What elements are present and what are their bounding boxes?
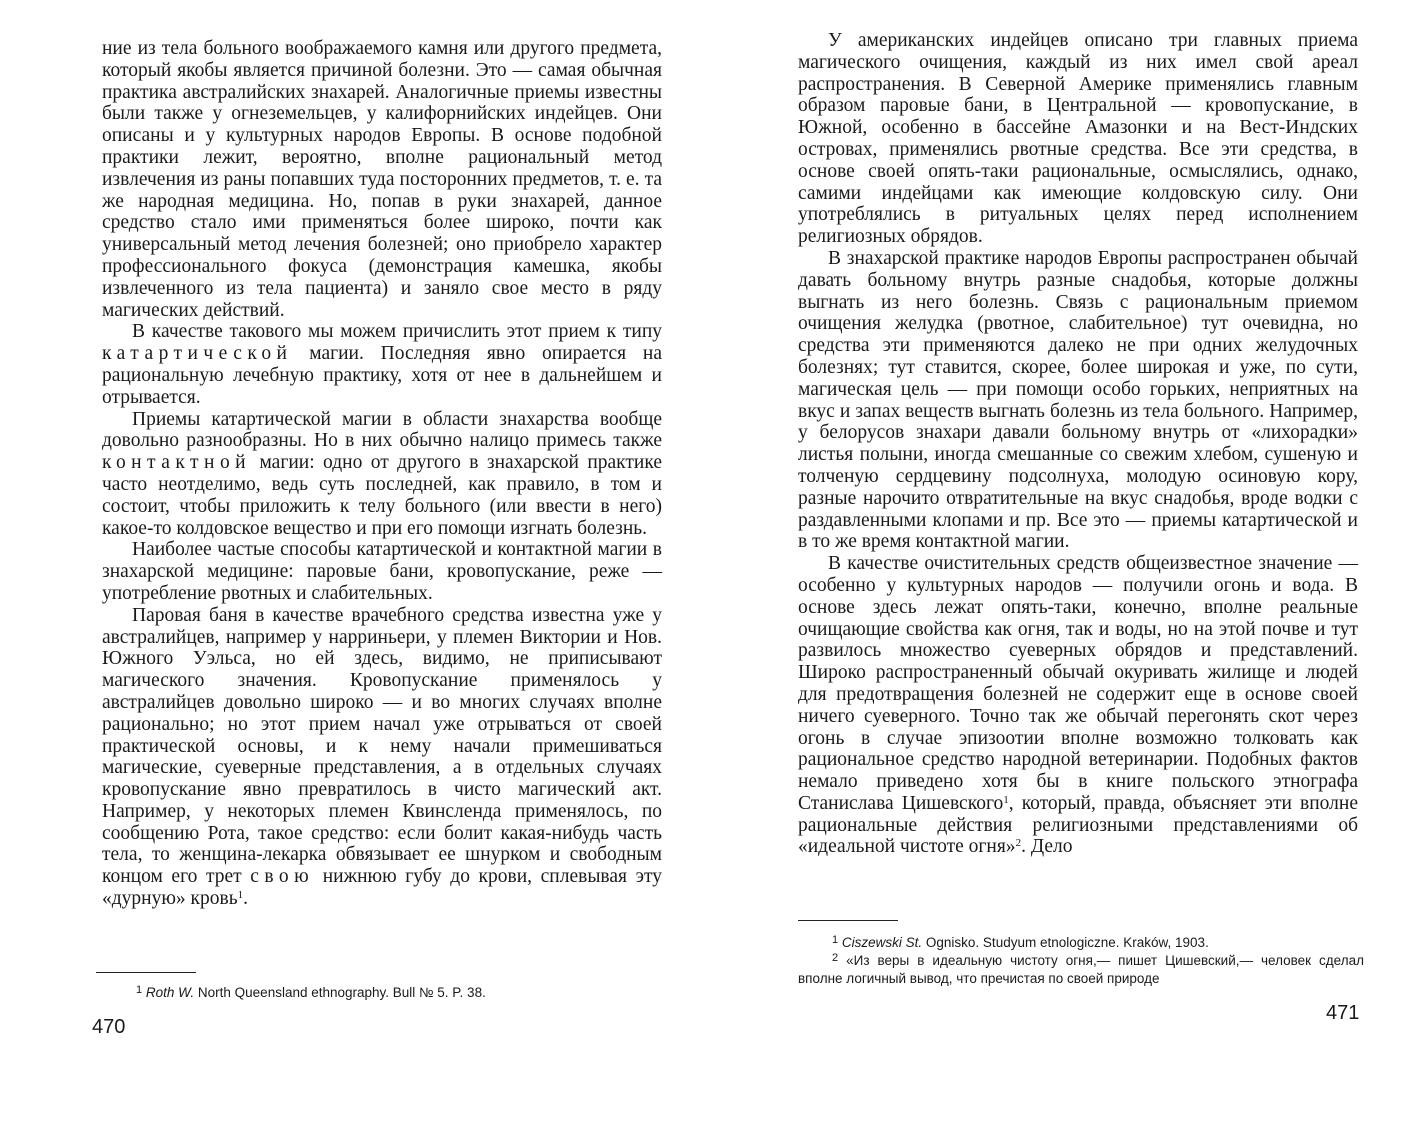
footnote-ref-1[interactable]: 1 (237, 889, 244, 902)
left-paragraph-5-start: Паровая баня в качестве врачебного средства известна уже у австралийцев, например у нарриньери, у племен Виктории и Нов. Южного Уэльса, но ей здесь, видимо, не приписывают магического значения. Кровопускание применялось у австралийцев довольно широко — и во многих случаях вполне рационально; но этот прием начал уже отрываться от своей практической основы, и к нему начали примешиваться магические, суеверные представления, а в отдельных случаях кровопускание явно превратилось в чисто магический акт. Например, у некоторых племен Квинсленда применялось, по сообщению Рота, такое средство: если болит какая-нибудь часть тела, то женщина-лекарка обвязывает ее шнурком и свободным концом его трет (102, 604, 662, 888)
spaced-term-kontaktnoy: контактной (102, 452, 252, 474)
left-page (0, 0, 706, 1130)
footnote-author: Roth W. (145, 985, 195, 1000)
left-paragraph-2-end: магии. Последняя явно опирается на рациональную лечебную практику, хотя от нее в дальнейшем и отрывается. (102, 343, 662, 408)
footnote-item (798, 952, 1364, 988)
left-paragraph-5-period: . (243, 888, 248, 910)
footnote-mark: 1 (136, 984, 143, 996)
footnote-ref-2[interactable]: 2 (1015, 837, 1022, 850)
right-paragraph-1: У американских индейцев описано три главных приема магического очищения, каждый из них имел свой ареал распространения. В Северной Америке применялись главным образом паровые бани, в Центральной — кровопускание, в Южной, особенно в бассейне Амазонки и на Вест-Индских островах, применялись рвотные средства. Все эти средства, в основе своей опять-таки рациональные, осмыслялись, однако, самими индейцами как имеющие колдовскую силу. Они употреблялись в ритуальных целях перед исполнением религиозных обрядов. (798, 30, 1358, 248)
right-page (706, 0, 1413, 1130)
footnote-mark: 2 (832, 952, 839, 964)
right-paragraph-3-middle: , который, правда, объясняет эти вполне рациональные действия религиозными представлениями об «идеальной чистоте огня» (798, 792, 1358, 858)
right-page-body-text (798, 30, 1358, 858)
left-page-body-text (102, 38, 662, 910)
footnote-text: North Queensland ethnography. Bull № 5. P. 38. (194, 985, 486, 1000)
left-paragraph-2-start: В качестве такового мы можем причислить этот прием к типу (132, 321, 662, 343)
footnote-text: «Из веры в идеальную чистоту огня,— пишет Цишевский,— человек сделал вполне логичный вывод, что пречистая по своей природе (798, 953, 1364, 986)
left-footnotes (102, 984, 662, 1002)
left-paragraph-4: Наиболее частые способы катартической и контактной магии в знахарской медицине: паровые бани, кровопускание, реже — употребление рвотных и слабительных. (102, 539, 662, 604)
footnote-item (798, 934, 1364, 952)
spaced-term-svoyu: свою (250, 866, 315, 888)
page-number-right: 471 (1326, 1002, 1360, 1024)
footnote-divider (96, 972, 196, 973)
left-paragraph-3-start: Приемы катартической магии в области знахарства вообще довольно разнообразны. Но в них обычно налицо примесь также (102, 408, 662, 452)
footnote-ref-1[interactable]: 1 (1003, 793, 1009, 806)
footnote-author: Ciszewski St. (841, 935, 923, 950)
right-paragraph-2: В знахарской практике народов Европы распространен обычай давать больному внутрь разные снадобья, которые должны выгнать из него болезнь. Связь с рациональным приемом очищения желудка (рвотное, слабительное) тут очевидна, но средства эти применяются далеко не при одних желудочных болезнях; тут ставится, скорее, более широкая и уже, по сути, магическая цель — при помощи особо горьких, неприятных на вкус и запах веществ выгнать болезнь из тела больного. Например, у белорусов знахари давали больному внутрь от «лихорадки» листья полыни, иногда смешанные со свежим хлебом, сушеную и толченую сердцевину подсолнуха, молодую осиновую кору, разные нарочито отвратительные на вкус снадобья, вроде водки с раздавленными клопами и пр. Все это — приемы катартической и в то же время контактной магии. (798, 247, 1358, 553)
left-paragraph-2 (102, 321, 662, 408)
page-number-left: 470 (92, 1016, 126, 1038)
right-paragraph-3-start: В качестве очистительных средств общеизвестное значение — особенно у культурных народов — получили огонь и вода. В основе здесь лежат опять-таки, конечно, вполне реальные очищающие свойства как огня, так и воды, но на этой почве и тут развилось множество суеверных обрядов и представлений. Широко распространенный обычай окуривать жилище и людей для предотвращения болезней не содержит еще в основе своей ничего суеверного. Точно так же обычай перегонять скот через огонь в случае эпизоотии вполне возможно толковать как рациональное средство народной ветеринарии. Подобных фактов немало приведено хотя бы в книге польского этнографа Станислава Цишевского (798, 553, 1358, 814)
footnote-text: Ognisko. Studyum etnologiczne. Kraków, 1903. (922, 935, 1209, 950)
footnote-item (102, 984, 662, 1002)
footnote-mark: 1 (832, 934, 839, 946)
left-paragraph-1: ние из тела больного воображаемого камня или другого предмета, который якобы является причиной болезни. Это — самая обычная практика австралийских знахарей. Аналогичные приемы известны были также у огнеземельцев, у калифорнийских индейцев. Они описаны и у культурных народов Европы. В основе подобной практики лежит, вероятно, вполне рациональный метод извлечения из раны попавших туда посторонних предметов, т. е. та же народная медицина. Но, попав в руки знахарей, данное средство стало ими применяться более широко, почти как универсальный метод лечения болезней; оно приобрело характер профессионального фокуса (демонстрация камешка, якобы извлеченного из тела пациента) и заняло свое место в ряду магических действий. (102, 38, 662, 321)
left-paragraph-5-end: нижнюю губу до крови, сплевывая эту «дурную» кровь (102, 866, 662, 910)
left-paragraph-3-end: магии: одно от другого в знахарской практике часто неотделимо, ведь суть последней, как правило, в том и состоит, чтобы приложить к телу больного (или ввести в него) какое-то колдовское вещество и при его помощи изгнать болезнь. (102, 452, 662, 539)
right-paragraph-3-end: . Дело (1021, 836, 1073, 858)
right-footnotes (798, 934, 1364, 988)
left-paragraph-3 (102, 409, 662, 540)
left-paragraph-5 (102, 605, 662, 910)
footnote-divider (798, 920, 898, 921)
spaced-term-katarticheskoy: катартической (102, 343, 293, 365)
right-paragraph-3 (798, 553, 1358, 858)
